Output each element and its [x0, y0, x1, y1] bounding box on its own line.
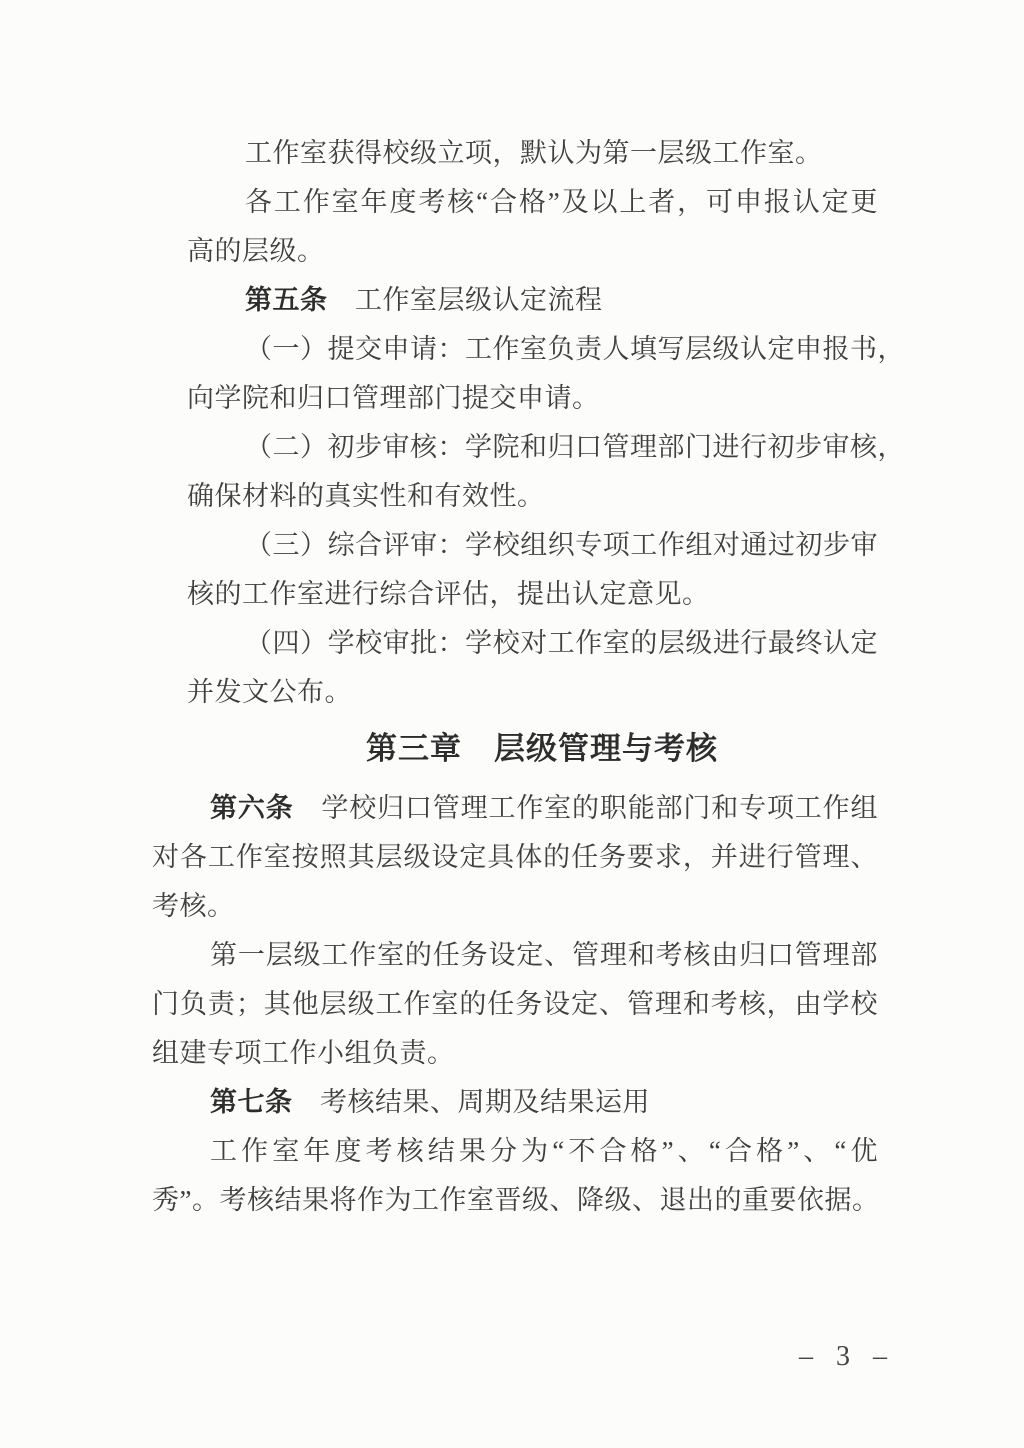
- text-line-content: 各工作室年度考核“合格”及以上者，可申报认定更: [245, 187, 878, 217]
- text-line-content: 工作室年度考核结果分为“不合格”、“合格”、“优: [210, 1136, 878, 1166]
- chapter-heading-block: [187, 724, 897, 773]
- section-articles-6-7: [152, 784, 878, 1225]
- text-line-content: （二）初步审核：学院和归口管理部门进行初步审核，: [245, 432, 905, 462]
- text-line-content: 工作室层级认定流程: [327, 285, 603, 315]
- text-line-content: 工作室获得校级立项，默认为第一层级工作室。: [245, 138, 823, 168]
- text-line-content: 确保材料的真实性和有效性。: [187, 481, 545, 511]
- text-line: [187, 178, 878, 227]
- text-line: [152, 1078, 878, 1127]
- text-line: [152, 931, 878, 980]
- text-line-content: （三）综合评审：学校组织专项工作组对通过初步审: [245, 530, 878, 560]
- text-line-content: （一）提交申请：工作室负责人填写层级认定申报书，: [245, 334, 905, 364]
- text-line: [187, 374, 878, 423]
- text-line: [152, 1127, 878, 1176]
- chapter-heading: 第三章 层级管理与考核: [366, 731, 718, 766]
- text-line: [187, 619, 878, 668]
- text-line: [152, 1176, 878, 1225]
- text-line-content: 学校归口管理工作室的职能部门和专项工作组: [293, 793, 879, 823]
- text-line: [152, 882, 878, 931]
- text-line-content: 考核结果、周期及结果运用: [292, 1087, 650, 1117]
- text-line-content: （四）学校审批：学校对工作室的层级进行最终认定: [245, 628, 878, 658]
- text-line: [187, 570, 878, 619]
- text-line-content: 并发文公布。: [187, 677, 352, 707]
- article-number: 第六条: [210, 793, 294, 823]
- text-line: [152, 1029, 878, 1078]
- text-line: [187, 227, 878, 276]
- text-line-content: 向学院和归口管理部门提交申请。: [187, 383, 600, 413]
- text-line-content: 高的层级。: [187, 236, 325, 266]
- text-line: [152, 833, 878, 882]
- page-number: – 3 –: [799, 1341, 890, 1372]
- text-line: [187, 521, 878, 570]
- text-line: [187, 129, 878, 178]
- text-line-content: 第一层级工作室的任务设定、管理和考核由归口管理部: [210, 940, 878, 970]
- text-line: [187, 325, 905, 374]
- section-article-5: [187, 129, 905, 717]
- text-line-content: 秀”。考核结果将作为工作室晋级、降级、退出的重要依据。: [152, 1185, 880, 1215]
- text-line: [152, 784, 878, 833]
- article-number: 第五条: [245, 285, 328, 315]
- text-line-content: 考核。: [152, 891, 235, 921]
- text-line: [187, 423, 905, 472]
- text-line-content: 组建专项工作小组负责。: [152, 1038, 455, 1068]
- text-line-content: 对各工作室按照其层级设定具体的任务要求，并进行管理、: [152, 842, 878, 872]
- text-line: [187, 276, 878, 325]
- article-number: 第七条: [210, 1087, 293, 1117]
- text-line: [187, 668, 878, 717]
- text-line: [152, 980, 878, 1029]
- text-line: [187, 472, 878, 521]
- text-line-content: 核的工作室进行综合评估，提出认定意见。: [187, 579, 710, 609]
- text-line-content: 门负责；其他层级工作室的任务设定、管理和考核，由学校: [152, 989, 878, 1019]
